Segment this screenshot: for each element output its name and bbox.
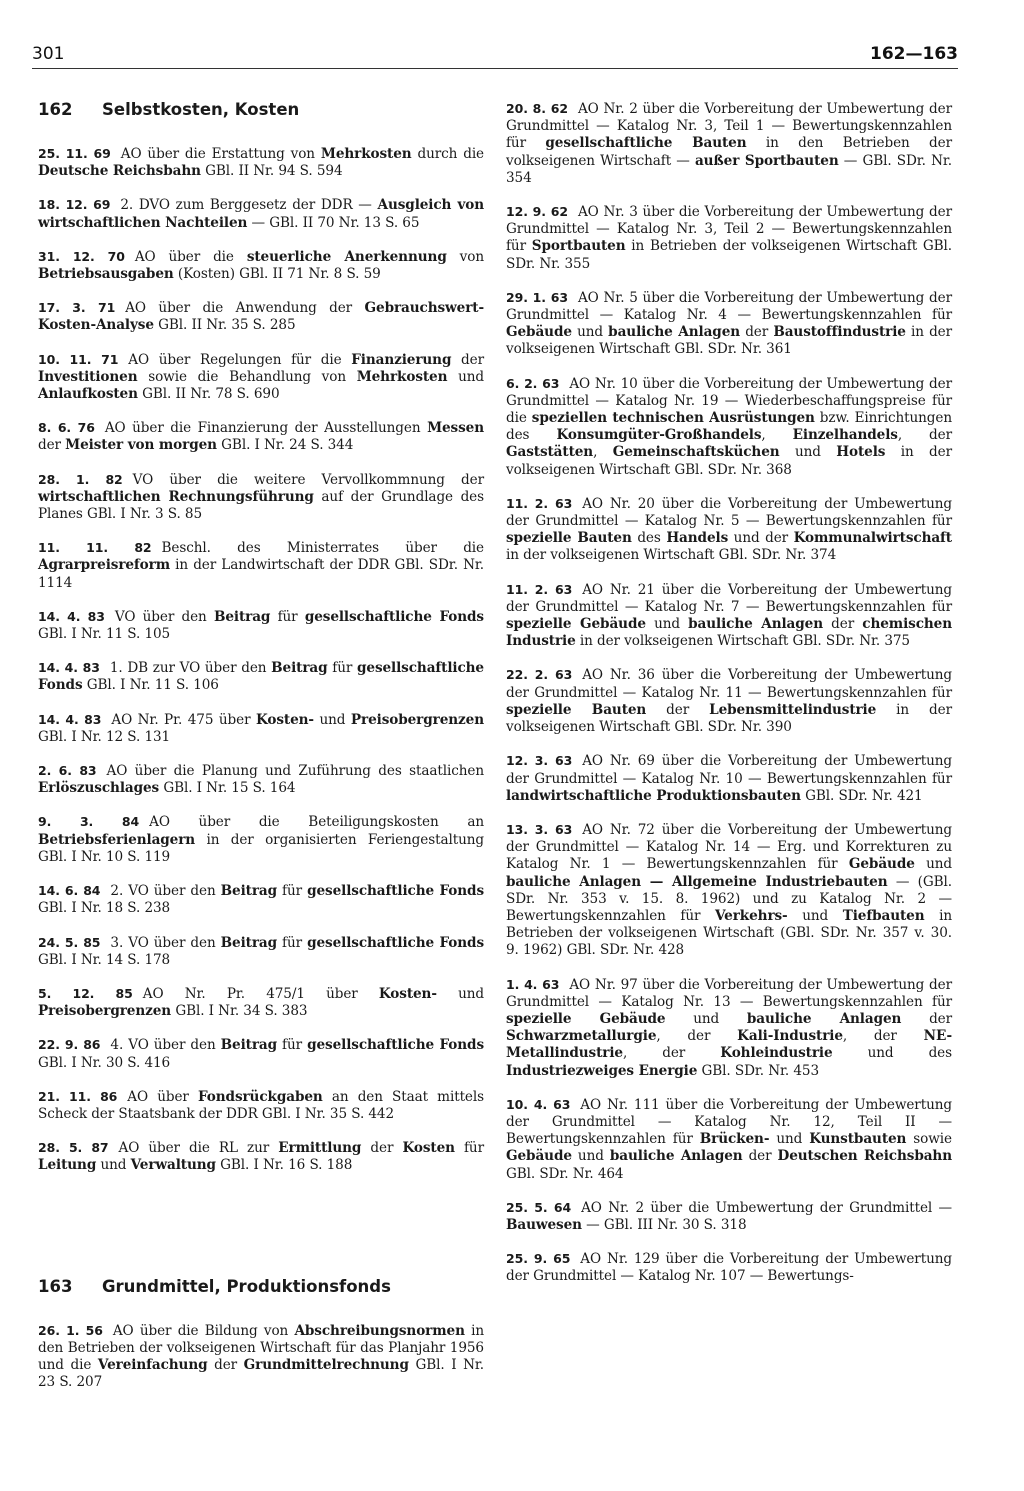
law-entry	[38, 711, 484, 746]
keyword: speziellen technischen Ausrüstungen	[531, 410, 815, 427]
entry-text: VO über die weitere Vervollkommnung der	[132, 471, 484, 488]
entry-text: für	[277, 883, 308, 900]
right-column	[506, 100, 952, 1302]
entry-text: AO über die Anwendung der	[125, 300, 365, 317]
keyword: Lebensmittelindustrie	[709, 701, 877, 718]
header-rule	[32, 68, 958, 69]
entry-text: der	[901, 1010, 953, 1027]
entry-date: 14. 6. 84	[38, 883, 101, 899]
keyword: Hotels	[836, 444, 886, 461]
entry-text: der	[823, 616, 863, 633]
keyword: Tiefbauten	[842, 907, 925, 924]
entry-text: der	[742, 1148, 778, 1165]
entry-date: 5. 12. 85	[38, 985, 133, 1001]
entry-list-162	[38, 145, 484, 1175]
entry-text: und	[769, 1131, 810, 1148]
entry-text: GBl. II Nr. 78 S. 690	[137, 386, 280, 403]
page-number: 301	[32, 44, 65, 64]
keyword: Anlaufkosten	[38, 386, 138, 403]
entry-text: in Betrieben der volkseigenen Wirtschaft GBl. SDr. Nr. 355	[506, 238, 952, 272]
law-entry	[506, 821, 952, 960]
law-entry	[506, 1096, 952, 1183]
entry-date: 31. 12. 70	[38, 248, 125, 264]
law-entry	[38, 985, 484, 1020]
section-number: 162	[38, 100, 73, 119]
law-entry	[38, 419, 484, 454]
keyword: gesellschaftliche Fonds	[307, 934, 485, 951]
entry-text: und des	[832, 1045, 952, 1062]
keyword: Grundmittelrechnung	[243, 1356, 409, 1373]
entry-date: 26. 1. 56	[38, 1322, 103, 1338]
entry-text: 1. DB zur VO über den	[109, 660, 272, 677]
entry-text: , der	[622, 1045, 721, 1062]
entry-date: 14. 4. 83	[38, 608, 105, 624]
keyword: Schwarzmetallurgie	[506, 1028, 657, 1045]
section-number: 163	[38, 1276, 73, 1296]
entry-text: AO über Regelungen für die	[128, 351, 352, 368]
entry-date: 18. 12. 69	[38, 197, 111, 213]
entry-text: und	[96, 1157, 131, 1174]
entry-text: 2. DVO zum Berggesetz der DDR —	[120, 197, 378, 214]
keyword: Konsumgüter-Großhandels	[556, 427, 762, 444]
entry-text: der	[361, 1140, 403, 1157]
keyword: chemischen Industrie	[506, 616, 952, 650]
entry-date: 11. 11. 82	[38, 540, 152, 556]
keyword: Brücken-	[699, 1131, 770, 1148]
keyword: Kosten-	[255, 711, 314, 728]
entry-text: durch die	[411, 146, 485, 162]
keyword: Deutschen Reichsbahn	[777, 1148, 953, 1165]
law-entry	[38, 351, 484, 404]
entry-date: 22. 2. 63	[506, 667, 573, 683]
entry-text: in der Landwirtschaft der DDR GBl. SDr. Nr. 1114	[38, 557, 484, 591]
entry-text: GBl. I Nr. 23 S. 207	[38, 1356, 484, 1391]
entry-text: und	[571, 324, 609, 341]
entry-text: AO über die Finanzierung der Ausstellungen	[104, 420, 428, 437]
law-entry	[506, 375, 952, 479]
entry-text: in der volkseigenen Wirtschaft GBl. SDr. Nr. 361	[506, 324, 953, 358]
keyword: spezielle Gebäude	[506, 616, 646, 633]
entry-text: AO Nr. 129 über die Vorbereitung der Umbewertung der Grundmittel — Katalog Nr. 107 — Bewertungs-	[506, 1251, 952, 1285]
keyword: Gebäude	[506, 1148, 572, 1165]
entry-text: in Betrieben der volkseigenen Wirtschaft (GBl. SDr. Nr. 357 v. 30. 9. 1962) GBl. SDr. Nr. 428	[506, 907, 952, 959]
entry-text: sowie	[906, 1131, 952, 1148]
entry-text: GBl. I Nr. 24 S. 344	[216, 437, 354, 454]
keyword: Kali-Industrie	[737, 1028, 843, 1045]
entry-list-163-left	[38, 1322, 484, 1392]
law-entry	[506, 1199, 952, 1234]
entry-text: und	[787, 907, 843, 924]
entry-text: der	[740, 324, 774, 341]
entry-text: VO über den	[114, 608, 214, 625]
section-heading-162	[38, 100, 484, 119]
keyword: gesellschaftliche Fonds	[307, 1037, 485, 1054]
entry-text: für	[270, 608, 305, 625]
entry-date: 22. 9. 86	[38, 1037, 101, 1053]
entry-date: 1. 4. 63	[506, 976, 560, 992]
entry-text: und	[313, 711, 351, 728]
keyword: gesellschaftliche Fonds	[304, 608, 484, 625]
entry-date: 21. 11. 86	[38, 1088, 118, 1104]
section-title: Grundmittel, Produktionsfonds	[102, 1276, 391, 1296]
entry-text: GBl. I Nr. 11 S. 105	[38, 626, 171, 643]
keyword: Meister von morgen	[65, 437, 217, 454]
entry-text: ,	[761, 427, 793, 444]
law-entry	[506, 581, 952, 651]
keyword: Baustoffindustrie	[773, 324, 906, 341]
entry-date: 17. 3. 71	[38, 300, 116, 316]
keyword: spezielle Bauten	[506, 701, 647, 718]
entry-text: in der organisierten Feriengestaltung GBl. I Nr. 10 S. 119	[38, 831, 484, 865]
entry-text: GBl. I Nr. 34 S. 383	[171, 1003, 308, 1020]
keyword: spezielle Gebäude	[506, 1010, 666, 1027]
law-entry	[38, 762, 484, 797]
entry-text: GBl. I Nr. 14 S. 178	[38, 951, 171, 968]
entry-date: 14. 4. 83	[38, 711, 102, 727]
entry-list-163-right	[506, 100, 952, 1286]
keyword: Gebäude	[506, 324, 572, 341]
entry-text: AO Nr. 97 über die Vorbereitung der Umbewertung der Grundmittel — Katalog Nr. 13 — Bewertungskennzahlen für	[506, 976, 952, 1010]
entry-text: AO Nr. 10 über die Vorbereitung der Umbewertung der Grundmittel — Katalog Nr. 19 — Wiederbeschaffungspreise für die	[506, 375, 952, 427]
entry-date: 28. 5. 87	[38, 1140, 109, 1156]
entry-text: der	[646, 701, 710, 718]
entry-text: für	[327, 660, 357, 677]
entry-text: in den Betrieben der volkseigenen Wirtschaft —	[506, 135, 952, 169]
entry-text: , der	[656, 1028, 738, 1045]
entry-text: GBl. I Nr. 30 S. 416	[38, 1054, 171, 1071]
entry-text: der	[207, 1356, 244, 1373]
entry-text: und	[779, 444, 837, 461]
section-title: Selbstkosten, Kosten	[102, 100, 300, 119]
keyword: Gebäude	[848, 856, 915, 873]
keyword: Bauwesen	[506, 1216, 582, 1233]
keyword: Beitrag	[220, 1037, 278, 1054]
law-entry	[38, 145, 484, 180]
keyword: bauliche Anlagen	[688, 616, 824, 633]
entry-text: des	[631, 530, 667, 547]
entry-text: an den Staat mittels Scheck der Staatsbank der DDR GBl. I Nr. 35 S. 442	[38, 1088, 485, 1122]
law-entry	[506, 976, 952, 1080]
keyword: Vereinfachung	[97, 1356, 208, 1373]
entry-text: in der volkseigenen Wirtschaft GBl. SDr. Nr. 375	[575, 633, 910, 650]
entry-text: AO Nr. 111 über die Vorbereitung der Umbewertung der Grundmittel — Katalog Nr. 12, Teil II — Bewertungskennzahlen für	[506, 1096, 952, 1148]
law-entry	[38, 299, 484, 334]
keyword: NE-Metallindustrie	[506, 1028, 953, 1062]
entry-date: 6. 2. 63	[506, 375, 560, 391]
keyword: Mehrkosten	[320, 146, 412, 162]
entry-text: AO Nr. 69 über die Vorbereitung der Umbewertung der Grundmittel — Katalog Nr. 10 — Bewertungskennzahlen für	[506, 753, 952, 787]
entry-text: AO über die Planung und Zuführung des staatlichen	[106, 763, 484, 780]
entry-text: GBl. II Nr. 94 S. 594	[200, 163, 343, 180]
entry-date: 29. 1. 63	[506, 289, 568, 305]
keyword: bauliche Anlagen	[746, 1010, 902, 1027]
entry-text: — GBl. II 70 Nr. 13 S. 65	[247, 214, 420, 231]
entry-date: 20. 8. 62	[506, 101, 568, 116]
entry-date: 25. 11. 69	[38, 146, 111, 161]
keyword: Deutsche Reichsbahn	[38, 163, 201, 180]
keyword: Kommunalwirtschaft	[793, 530, 952, 547]
entry-text: GBl. SDr. Nr. 421	[800, 787, 923, 804]
entry-date: 10. 11. 71	[38, 351, 119, 367]
law-entry	[38, 813, 484, 866]
law-entry	[38, 882, 484, 917]
law-entry	[506, 203, 952, 273]
keyword: Verwaltung	[130, 1157, 216, 1174]
entry-date: 12. 9. 62	[506, 204, 568, 220]
entry-text: GBl. I Nr. 16 S. 188	[215, 1157, 353, 1174]
entry-date: 12. 3. 63	[506, 753, 573, 769]
entry-text: ,	[593, 444, 613, 461]
entry-text: AO Nr. 36 über die Vorbereitung der Umbewertung der Grundmittel — Katalog Nr. 11 — Bewertungskennzahlen für	[506, 667, 952, 701]
entry-date: 25. 5. 64	[506, 1199, 572, 1215]
entry-text: GBl. SDr. Nr. 464	[506, 1165, 624, 1182]
keyword: bauliche Anlagen — Allgemeine Industriebauten	[506, 873, 888, 890]
keyword: außer Sportbauten	[694, 152, 839, 169]
law-entry	[38, 1036, 484, 1071]
keyword: Kunstbauten	[809, 1131, 907, 1148]
law-entry	[38, 934, 484, 969]
entry-text: bzw. Einrichtungen des	[506, 410, 952, 444]
entry-text: und	[914, 856, 952, 873]
entry-text: von	[446, 248, 484, 265]
law-entry	[38, 659, 484, 694]
entry-text: der	[451, 351, 484, 368]
keyword: Einzelhandels	[792, 427, 898, 444]
keyword: Verkehrs-	[714, 907, 788, 924]
keyword: Agrarpreisreform	[38, 557, 170, 574]
entry-text: in der volkseigenen Wirtschaft GBl. SDr. Nr. 374	[506, 547, 837, 564]
keyword: Gebrauchswert-Kosten-Analyse	[38, 300, 484, 334]
entry-text: der	[38, 437, 66, 454]
law-entry	[506, 1250, 952, 1285]
entry-text: GBl. I Nr. 15 S. 164	[159, 780, 296, 797]
entry-text: AO Nr. 3 über die Vorbereitung der Umbewertung der Grundmittel — Katalog Nr. 3, Teil 2 — Bewertungskennzahlen für	[506, 204, 952, 255]
entry-text: AO über die	[134, 248, 247, 265]
entry-date: 24. 5. 85	[38, 934, 101, 950]
keyword: Ermittlung	[278, 1140, 362, 1157]
keyword: gesellschaftliche Fonds	[38, 660, 484, 694]
section-range: 162—163	[870, 44, 958, 64]
keyword: Handels	[666, 530, 729, 547]
entry-text: AO über	[127, 1088, 198, 1105]
keyword: Abschreibungsnormen	[294, 1322, 465, 1339]
entry-text: GBl. SDr. Nr. 453	[697, 1062, 820, 1079]
keyword: Leitung	[38, 1157, 97, 1174]
keyword: bauliche Anlagen	[608, 324, 741, 341]
entry-text: für	[277, 1037, 308, 1054]
entry-text: GBl. I Nr. 12 S. 131	[38, 728, 171, 745]
entry-text: und der	[728, 530, 794, 547]
entry-text: AO über die RL zur	[118, 1140, 279, 1157]
law-entry	[506, 100, 952, 187]
law-entry	[38, 608, 484, 643]
entry-date: 10. 4. 63	[506, 1096, 571, 1112]
entry-text: sowie die Behandlung von	[137, 368, 357, 385]
keyword: Industriezweiges Energie	[506, 1062, 698, 1079]
keyword: Investitionen	[38, 368, 138, 385]
entry-text: für	[454, 1140, 484, 1157]
entry-date: 9. 3. 84	[38, 814, 140, 830]
keyword: gesellschaftliche Fonds	[307, 883, 485, 900]
law-entry	[38, 248, 484, 283]
entry-text: AO Nr. 5 über die Vorbereitung der Umbewertung der Grundmittel — Katalog Nr. 4 — Bewertungskennzahlen für	[506, 289, 952, 324]
keyword: Preisobergrenzen	[350, 711, 484, 728]
entry-text: AO Nr. 20 über die Vorbereitung der Umbewertung der Grundmittel — Katalog Nr. 5 — Bewertungskennzahlen für	[506, 495, 952, 530]
entry-text: 2. VO über den	[110, 883, 221, 900]
section-heading-163	[38, 1277, 484, 1296]
keyword: Sportbauten	[531, 238, 626, 255]
entry-date: 2. 6. 83	[38, 763, 97, 779]
keyword: Fondsrückgaben	[197, 1088, 323, 1105]
entry-text: und	[571, 1148, 610, 1165]
entry-text: 4. VO über den	[110, 1037, 221, 1054]
keyword: Erlöszuschlages	[38, 780, 160, 797]
keyword: steuerliche Anerkennung	[246, 248, 447, 265]
keyword: Finanzierung	[351, 351, 452, 368]
entry-date: 11. 2. 63	[506, 581, 573, 597]
entry-text: AO Nr. Pr. 475 über	[111, 711, 256, 728]
keyword: spezielle Bauten	[506, 530, 632, 547]
entry-text: — GBl. III Nr. 30 S. 318	[581, 1216, 747, 1233]
keyword: landwirtschaftliche Produktionsbauten	[506, 787, 801, 804]
entry-text: AO über die Beteiligungskosten an	[149, 814, 484, 831]
law-entry	[506, 289, 952, 359]
keyword: Mehrkosten	[356, 368, 448, 385]
entry-text: Beschl. des Ministerrates über die	[161, 540, 484, 557]
entry-text: AO Nr. 72 über die Vorbereitung der Umbewertung der Grundmittel — Katalog Nr. 14 — Erg. und Korrekturen zu Katalog Nr. 1 — Bewertungskennzahlen für	[506, 821, 952, 873]
entry-date: 11. 2. 63	[506, 495, 573, 511]
keyword: Beitrag	[220, 883, 278, 900]
keyword: Gemeinschaftsküchen	[612, 444, 780, 461]
entry-text: AO über die Bildung von	[112, 1322, 295, 1339]
entry-text: , der	[897, 427, 952, 444]
entry-date: 14. 4. 83	[38, 660, 100, 676]
entry-text: AO Nr. 21 über die Vorbereitung der Umbewertung der Grundmittel — Katalog Nr. 7 — Bewertungskennzahlen für	[506, 581, 952, 615]
entry-text: in den Betrieben der volkseigenen Wirtschaft für das Planjahr 1956 und die	[38, 1322, 485, 1373]
entry-text: und	[665, 1010, 747, 1027]
keyword: Kohleindustrie	[720, 1045, 833, 1062]
keyword: Beitrag	[271, 660, 328, 677]
keyword: Betriebsferienlagern	[38, 831, 196, 848]
entry-text: in der volkseigenen Wirtschaft GBl. SDr. Nr. 390	[506, 701, 952, 736]
entry-text: für	[277, 934, 308, 951]
entry-date: 25. 9. 65	[506, 1251, 571, 1267]
entry-text: AO Nr. 2 über die Umbewertung der Grundmittel —	[581, 1199, 952, 1216]
law-entry	[38, 1139, 484, 1174]
entry-text: AO Nr. Pr. 475/1 über	[142, 985, 379, 1002]
entry-text: AO Nr. 2 über die Vorbereitung der Umbewertung der Grundmittel — Katalog Nr. 3, Teil 1 — Bewertungskennzahlen für	[506, 101, 952, 152]
entry-text: und	[447, 368, 484, 385]
law-entry	[38, 1322, 484, 1392]
left-column	[38, 100, 484, 1407]
entry-text: GBl. II Nr. 35 S. 285	[153, 317, 296, 334]
law-entry	[38, 471, 484, 524]
keyword: Betriebsausgaben	[38, 266, 174, 283]
section-gap	[38, 1191, 484, 1277]
entry-text: GBl. I Nr. 18 S. 238	[38, 900, 171, 917]
keyword: Beitrag	[220, 934, 278, 951]
keyword: Beitrag	[213, 608, 271, 625]
keyword: Preisobergrenzen	[38, 1003, 172, 1020]
keyword: Kosten-	[378, 985, 437, 1002]
entry-text: in der volkseigenen Wirtschaft GBl. SDr. Nr. 368	[506, 444, 952, 478]
entry-text: — GBl. SDr. Nr. 354	[506, 152, 952, 186]
law-entry	[506, 752, 952, 805]
law-entry	[38, 196, 484, 231]
entry-text: — (GBl. SDr. Nr. 353 v. 15. 8. 1962) und zu Katalog Nr. 2 — Bewertungskennzahlen für	[506, 873, 952, 924]
keyword: Kosten	[402, 1140, 455, 1157]
keyword: gesellschaftliche Bauten	[545, 135, 747, 152]
entry-text: und	[436, 985, 485, 1002]
keyword: wirtschaftlichen Rechnungsführung	[38, 488, 314, 505]
entry-date: 13. 3. 63	[506, 821, 573, 837]
entry-date: 28. 1. 82	[38, 471, 123, 487]
keyword: Ausgleich von wirtschaftlichen Nachteilen	[38, 197, 484, 231]
law-entry	[38, 539, 484, 592]
entry-date: 8. 6. 76	[38, 420, 95, 436]
law-entry	[38, 1088, 484, 1123]
keyword: bauliche Anlagen	[609, 1148, 743, 1165]
entry-text: und	[645, 616, 689, 633]
entry-text: 3. VO über den	[110, 934, 221, 951]
entry-text: AO über die Erstattung von	[120, 146, 321, 162]
keyword: Messen	[427, 420, 484, 437]
entry-text: auf der Grundlage des Planes GBl. I Nr. 3 S. 85	[38, 488, 484, 523]
entry-text: , der	[842, 1028, 924, 1045]
law-entry	[506, 666, 952, 736]
keyword: Gaststätten	[506, 444, 594, 461]
entry-text: GBl. I Nr. 11 S. 106	[82, 677, 219, 694]
law-entry	[506, 495, 952, 565]
entry-text: (Kosten) GBl. II 71 Nr. 8 S. 59	[173, 266, 381, 283]
